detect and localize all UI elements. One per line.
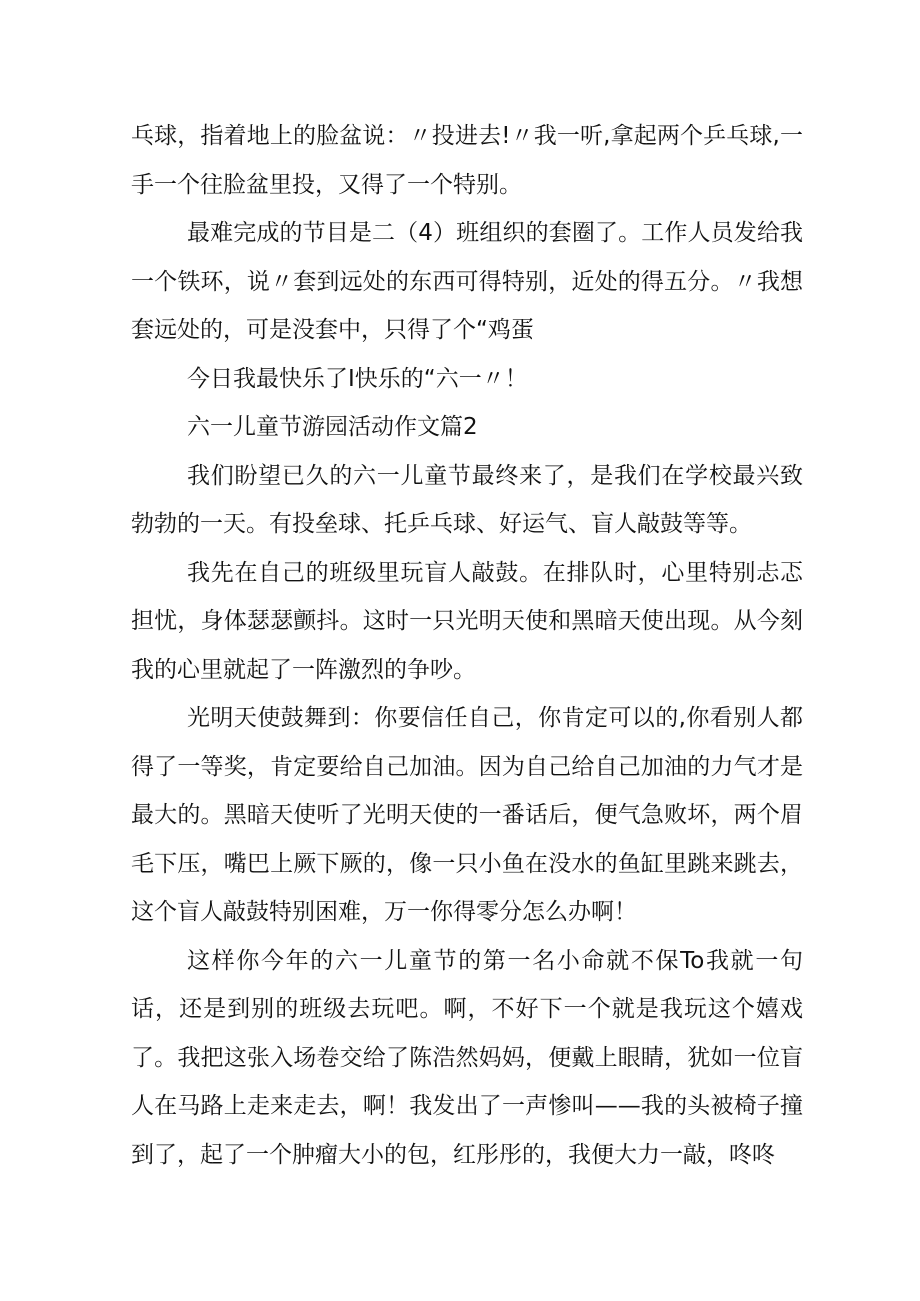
paragraph-childrens-day: 我们盼望已久的六一儿童节最终来了，是我们在学校最兴致勃勃的一天。有投垒球、托乒乓球、好运气、盲人敲鼓等等。 <box>131 462 803 537</box>
document-body <box>131 112 803 1179</box>
paragraph-continuation: 乓球，指着地上的脸盆说：〃投进去!〃我一听,拿起两个乒乓球,一手一个往脸盆里投，又得了一个特别。 <box>131 123 803 198</box>
section-heading: 六一儿童节游园活动作文篇2 <box>187 414 478 440</box>
paragraph-blind-drum: 我先在自己的班级里玩盲人敲鼓。在排队时，心里特别忐忑担忧，身体瑟瑟颤抖。这时一只光明天使和黑暗天使出现。从今刻我的心里就起了一阵激烈的争吵。 <box>131 559 803 683</box>
paragraph-ring-toss: 最难完成的节目是二（4）班组织的套圈了。工作人员发给我一个铁环，说〃套到远处的东西可得特别，近处的得五分。〃我想套远处的，可是没套中，只得了个“鸡蛋 <box>131 220 803 343</box>
paragraph-happiest: 今日我最快乐了I快乐的“六一〃！ <box>187 365 528 392</box>
paragraph-game-turn: 这样你今年的六一儿童节的第一名小命就不保To我就一句话，还是到别的班级去玩吧。啊，不好下一个就是我玩这个嬉戏了。我把这张入场卷交给了陈浩然妈妈，便戴上眼睛，犹如一位盲人在马路上走来走去，啊！我发出了一声惨叫——我的头被椅子撞到了，起了一个肿瘤大小的包，红彤彤的，我便大力一敲，咚咚 <box>131 947 803 1168</box>
paragraph-bright-angel: 光明天使鼓舞到：你要信任自己，你肯定可以的,你看别人都得了一等奖，肯定要给自己加油。因为自己给自己加油的力气才是最大的。黑暗天使听了光明天使的一番话后，便气急败坏，两个眉毛下压，嘴巴上厥下厥的，像一只小鱼在没水的鱼缸里跳来跳去，这个盲人敲鼓特别困难，万一你得零分怎么办啊！ <box>131 705 803 925</box>
